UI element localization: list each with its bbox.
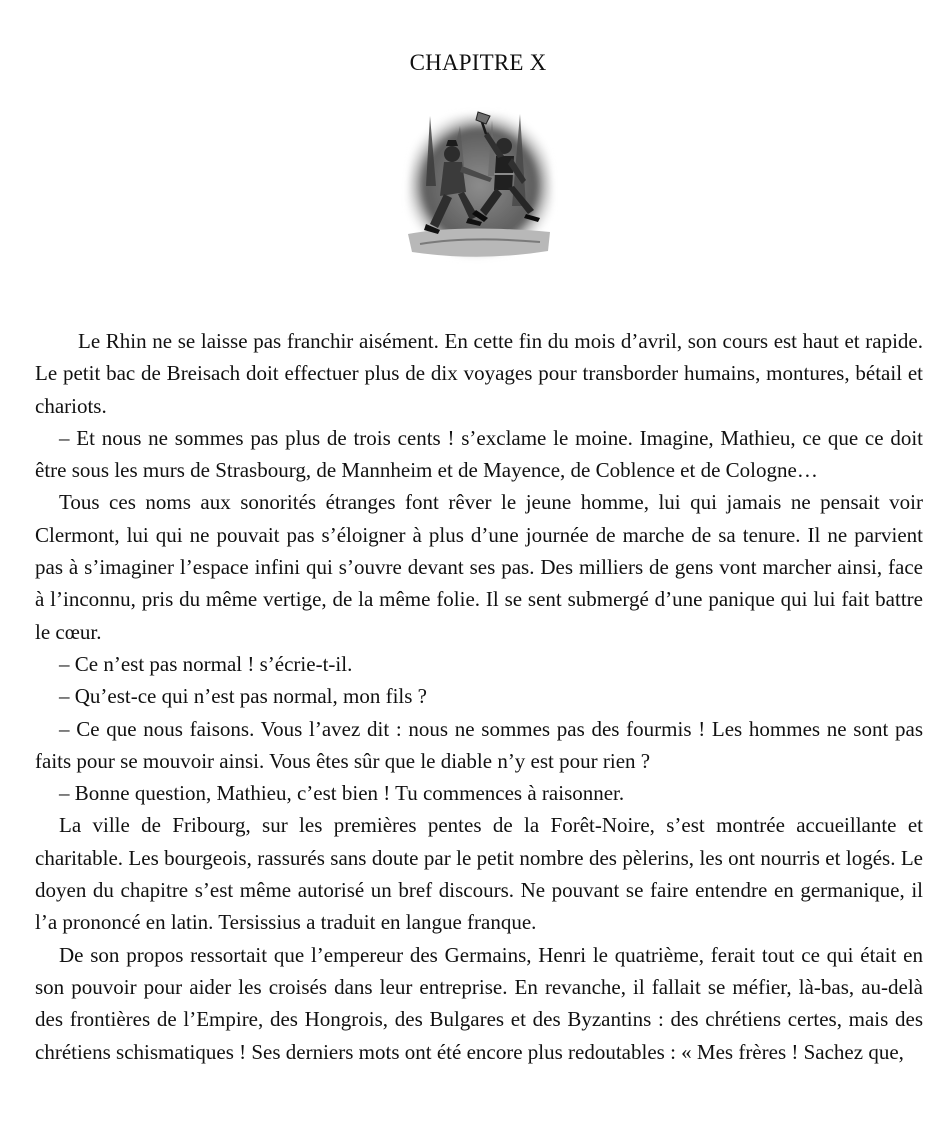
paragraph-1: Le Rhin ne se laisse pas franchir aisément. En cette fin du mois d’avril, son cours est haut et rapide. Le petit bac de Breisach doit effectuer plus de dix voyages pour transborder humains, montures, bétail et chariots.: [35, 329, 923, 418]
paragraph-4: – Ce n’est pas normal ! s’écrie-t-il.: [59, 651, 353, 676]
chapter-title: CHAPITRE X: [409, 50, 547, 75]
paragraph-2: – Et nous ne sommes pas plus de trois cents ! s’exclame le moine. Imagine, Mathieu, ce que ce doit être sous les murs de Strasbourg, de Mannheim et de Mayence, de Coblence et de Cologne…: [35, 425, 923, 483]
chapter-body: [35, 325, 923, 1068]
paragraph-3: Tous ces noms aux sonorités étranges font rêver le jeune homme, lui qui jamais ne pensait voir Clermont, lui qui ne pouvait pas s’éloigner à plus d’une journée de marche de sa tenure. Il ne parvient pas à s’imaginer l’espace infini qui s’ouvre devant ses pas. Des milliers de gens vont marcher ainsi, face à l’inconnu, pris du même vertige, de la même folie. Il se sent submergé d’une panique qui lui fait battre le cœur.: [35, 490, 923, 644]
paragraph-5: – Qu’est-ce qui n’est pas normal, mon fils ?: [59, 684, 427, 709]
paragraph-9: De son propos ressortait que l’empereur des Germains, Henri le quatrième, ferait tout ce qui était en son pouvoir pour aider les croisés dans leur entreprise. En revanche, il fallait se méfier, là-bas, au-delà des frontières de l’Empire, des Hongrois, des Bulgares et des Byzantins : des chrétiens certes, mais des chrétiens schismatiques ! Ses derniers mots ont été encore plus redoutables : « Mes frères ! Sachez que,: [35, 942, 923, 1064]
chapter-illustration: [400, 106, 558, 266]
paragraph-7: – Bonne question, Mathieu, c’est bien ! Tu commences à raisonner.: [59, 781, 625, 806]
paragraph-8: La ville de Fribourg, sur les premières pentes de la Forêt-Noire, s’est montrée accueillante et charitable. Les bourgeois, rassurés sans doute par le petit nombre des pèlerins, les ont nourris et logés. Le doyen du chapitre s’est même autorisé un bref discours. Ne pouvant se faire entendre en germanique, il l’a prononcé en latin. Tersissius a traduit en langue franque.: [35, 813, 923, 935]
paragraph-6: – Ce que nous faisons. Vous l’avez dit : nous ne sommes pas des fourmis ! Les hommes ne sont pas faits pour se mouvoir ainsi. Vous êtes sûr que le diable n’y est pour rien ?: [35, 716, 923, 773]
